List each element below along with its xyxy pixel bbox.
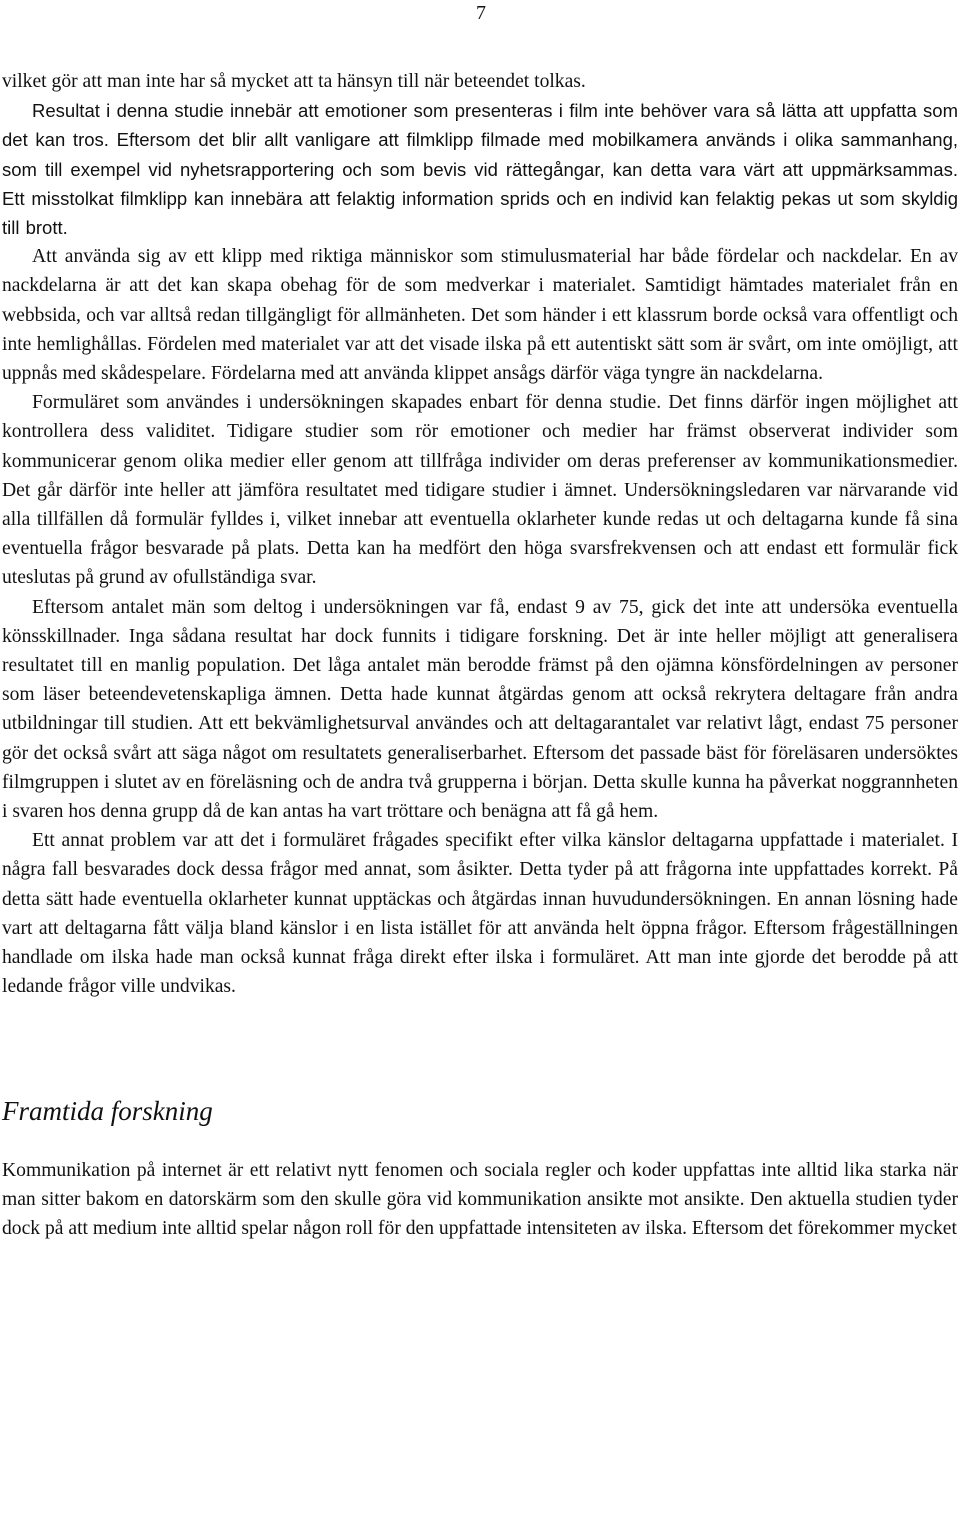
paragraph-results: Resultat i denna studie innebär att emotioner som presenteras i film inte behöver vara så lätta att uppfatta som det kan tros. Eftersom det blir allt vanligare att filmklipp filmade med mobilkamera används i olika sammanhang, som till exempel vid nyhetsrapportering och som bevis vid rättegångar, kan detta vara värt att uppmärksammas. Ett misstolkat filmklipp kan innebära att felaktig information sprids och en individ kan felaktig pekas ut som skyldig till brott.	[2, 100, 958, 239]
document-body	[2, 67, 958, 1243]
paragraph-future-research: Kommunikation på internet är ett relativt nytt fenomen och sociala regler och koder uppfattas inte alltid lika starka när man sitter bakom en datorskärm som den skulle göra vid kommunikation ansikte mot ansikte. Den aktuella studien tyder dock på att medium inte alltid spelar någon roll för den uppfattade intensiteten av ilska. Eftersom det förekommer mycket	[2, 1159, 958, 1239]
paragraph-question-problem: Ett annat problem var att det i formuläret frågades specifikt efter vilka känslor deltagarna uppfattade i materialet. I några fall besvarades dock dessa frågor med annat, som åsikter. Detta tyder på att frågorna inte uppfattades korrekt. På detta sätt hade eventuella oklarheter kunnat upptäckas och åtgärdas innan huvudundersökningen. En annan lösning hade vart att deltagarna fått välja bland känslor i en lista istället för att använda helt öppna frågor. Eftersom frågeställningen handlade om ilska hade man också kunnat fråga direkt efter ilska i formuläret. Att man inte gjorde det berodde på att ledande frågor ville undvikas.	[2, 830, 958, 998]
paragraph-stimulus-material: Att använda sig av ett klipp med riktiga människor som stimulusmaterial har både fördelar och nackdelar. En av nackdelarna är att det kan skapa obehag för de som medverkar i materialet. Samtidigt hämtades materialet från en webbsida, och var alltså redan tillgängligt för allmänheten. Det som händer i ett klassrum borde också vara offentligt och inte hemlighållas. Fördelen med materialet var att det visade ilska på ett autentiskt sätt som är svårt, om inte omöjligt, att uppnås med skådespelare. Fördelarna med att använda klippet ansågs därför väga tyngre än nackdelarna.	[2, 246, 958, 385]
paragraph-gender-sample: Eftersom antalet män som deltog i undersökningen var få, endast 9 av 75, gick det inte att undersöka eventuella könsskillnader. Inga sådana resultat har dock funnits i tidigare forskning. Det är inte heller möjligt att generalisera resultatet till en manlig population. Det låga antalet män berodde främst på den ojämna könsfördelningen av personer som läser beteendevetenskapliga ämnen. Detta hade kunnat åtgärdas genom att också rekrytera deltagare från andra utbildningar till studien. Att ett bekvämlighetsurval användes och att deltagarantalet var relativt lågt, endast 75 personer gör det också svårt att säga något om resultatets generaliserbarhet. Eftersom det passade bäst för föreläsaren undersöktes filmgruppen i slutet av en föreläsning och de andra två grupperna i början. Detta skulle kunna ha påverkat noggrannheten i svaren hos denna grupp då de kan antas ha vart tröttare och benägna att få gå hem.	[2, 596, 958, 823]
paragraph-form-validity: Formuläret som användes i undersökningen skapades enbart för denna studie. Det finns därför ingen möjlighet att kontrollera dess validitet. Tidigare studier som rör emotioner och medier har främst observerat individer som kommunicerar genom olika medier eller genom att tillfråga individer om deras preferenser av kommunikationsmedier. Det går därför inte heller att jämföra resultatet med tidigare studier i ämnet. Undersökningsledaren var närvarande vid alla tillfällen då formulär fylldes i, vilket innebar att eventuella oklarheter kunde redas ut och deltagarna kunde få sina eventuella frågor besvarade på plats. Detta kan ha medfört den höga svarsfrekvensen och att endast ett formulär fick uteslutas på grund av ofullständiga svar.	[2, 392, 958, 589]
page-number: 7	[476, 2, 486, 24]
paragraph-continuation: vilket gör att man inte har så mycket att ta hänsyn till när beteendet tolkas.	[2, 71, 586, 92]
section-heading: Framtida forskning	[2, 1095, 213, 1126]
